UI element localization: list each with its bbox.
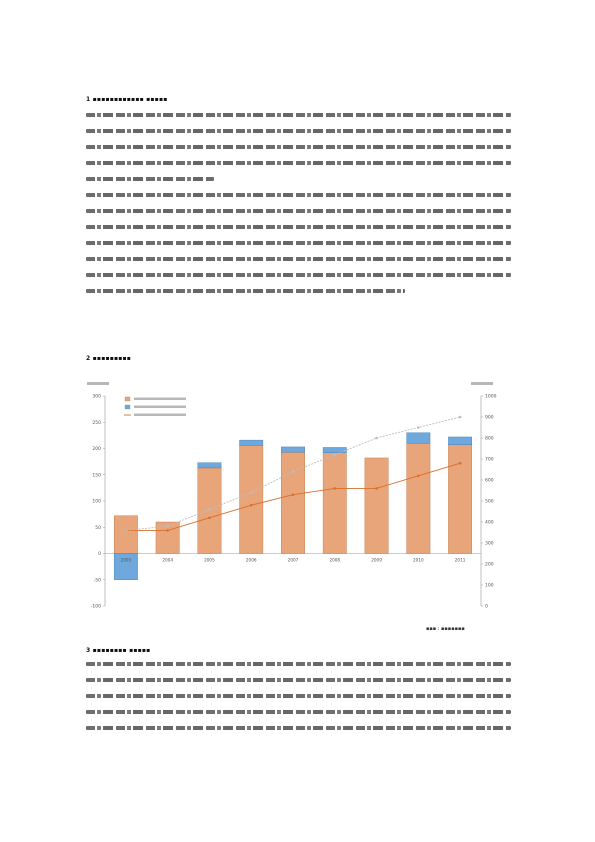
y2-tick-label: 700 [485,457,494,463]
line-point [417,426,420,429]
legend-label-blur [134,414,186,417]
text-line [86,710,511,714]
y2-axis-unit-blur [471,382,493,385]
y-tick-label: -100 [90,604,101,610]
text-line [86,225,511,229]
y-tick-label: 50 [95,525,101,531]
y2-tick-label: 0 [485,604,488,610]
paragraph-3 [86,662,511,742]
y2-tick-label: 900 [485,415,494,421]
y-tick-label: -50 [93,578,101,584]
text-line [86,662,511,666]
paragraph-1 [86,113,511,193]
line-point [208,517,211,520]
line-point [292,493,295,496]
x-tick-label: 2008 [329,557,341,563]
bar-segment-blue [281,447,304,452]
text-line [86,209,511,213]
y-tick-label: 0 [98,552,101,557]
line-point [333,454,336,457]
y-axis-unit-blur [87,382,109,385]
text-line [86,241,511,245]
paragraph-2 [86,193,511,305]
bar-segment-blue [407,433,430,444]
bar-segment-orange [323,453,346,554]
text-line [86,257,511,261]
legend-label-blur [134,398,186,401]
x-tick-label: 2006 [245,557,257,563]
chart-container [83,374,503,614]
bar-segment-blue [198,463,221,468]
section-heading-3: 3 ▪▪▪▪▪▪▪▪ ▪▪▪▪▪ [86,647,151,654]
line-point [375,437,378,440]
bar-segment-orange [448,445,471,554]
line-point [208,508,211,511]
bar-segment-orange [365,458,388,554]
line-point [459,462,462,465]
y-tick-label: 200 [92,447,101,452]
y2-tick-label: 800 [485,436,494,442]
text-line [86,177,214,181]
y2-tick-label: 400 [485,520,494,526]
line-point [417,475,420,478]
text-line [86,113,511,117]
bar-segment-blue [448,437,471,445]
legend-label-blur [134,406,186,409]
line-point [375,487,378,490]
x-tick-label: 2011 [454,557,466,563]
bar-segment-blue [240,440,263,445]
legend-swatch [125,397,130,401]
section-heading-1: 1 ▪▪▪▪▪▪▪▪▪▪▪▪ ▪▪▪▪▪ [86,96,168,103]
line-point [333,487,336,490]
y2-tick-label: 100 [485,583,494,589]
line-point [459,416,462,419]
bar-segment-orange [114,516,137,554]
line-point [125,529,128,532]
y-tick-label: 150 [92,473,101,479]
x-tick-label: 2003 [120,557,132,563]
x-tick-label: 2004 [162,557,174,563]
y-tick-label: 300 [92,394,101,400]
text-line [86,694,511,698]
text-line [86,145,511,149]
section-heading-2: 2 ▪▪▪▪▪▪▪▪▪ [86,355,132,362]
x-tick-label: 2009 [371,557,382,563]
text-line [86,129,511,133]
bar-line-chart [83,374,503,614]
y2-tick-label: 500 [485,499,494,505]
bar-segment-orange [198,468,221,554]
y2-tick-label: 600 [485,478,494,484]
bar-segment-orange [407,443,430,553]
text-line [86,273,511,277]
bar-segment-orange [240,445,263,553]
text-line [86,678,511,682]
text-line [86,289,405,293]
y-tick-label: 100 [92,499,101,505]
legend-swatch [125,405,130,409]
text-line [86,161,511,165]
bar-segment-blue [323,447,346,452]
line-point [292,470,295,473]
x-tick-label: 2007 [287,557,299,563]
y2-tick-label: 1000 [485,394,497,400]
y-tick-label: 250 [92,420,101,426]
line-point [166,525,169,528]
line-point [166,529,169,532]
source-note: ▪▪▪ : ▪▪▪▪▪▪▪ [426,626,465,632]
x-tick-label: 2005 [204,557,215,563]
text-line [86,726,511,730]
x-tick-label: 2010 [412,557,424,563]
text-line [86,193,511,197]
line-point [250,491,253,494]
bar-segment-orange [281,452,304,553]
line-point [250,504,253,507]
y2-tick-label: 300 [485,541,494,547]
y2-tick-label: 200 [485,562,494,568]
